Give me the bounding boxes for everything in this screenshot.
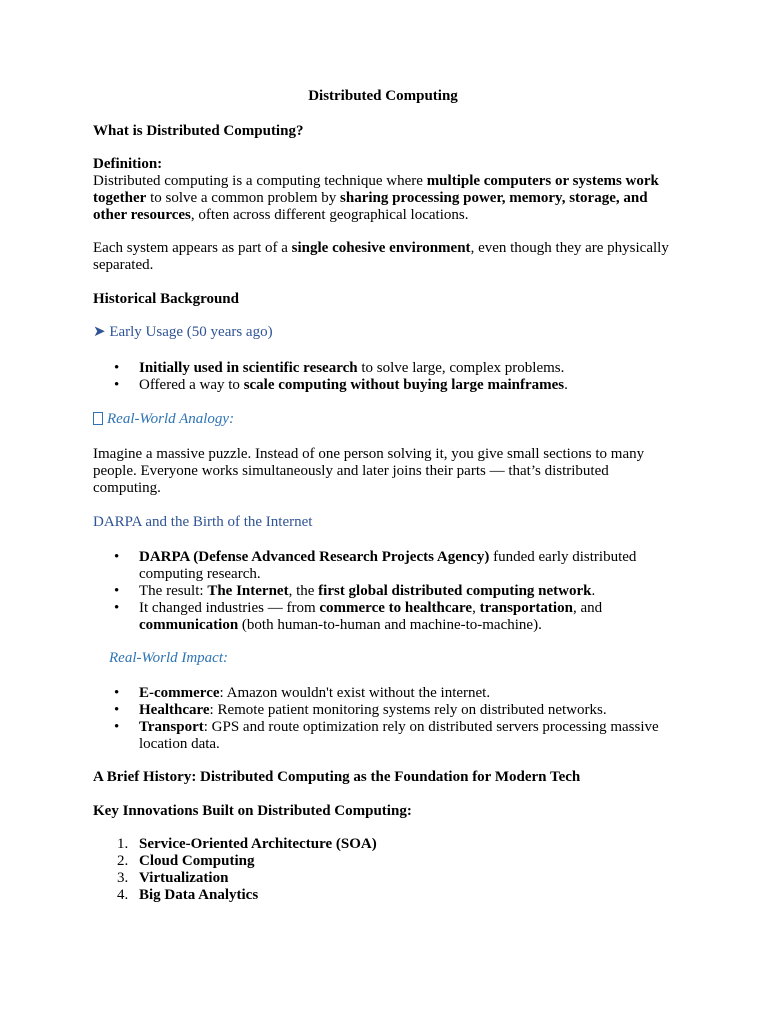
list-item-text: (both human-to-human and machine-to-machine). — [238, 617, 542, 633]
list-item-text: , — [472, 600, 480, 616]
list-item-text: , and — [572, 600, 603, 616]
list-item-text: funded early distributed computing research. — [139, 549, 637, 582]
definition-paragraph — [93, 173, 673, 224]
brief-history-heading: A Brief History: Distributed Computing as the Foundation for Modern Tech — [93, 769, 581, 785]
list-item-text: : Amazon wouldn't exist without the internet. — [219, 685, 491, 701]
list-item — [93, 360, 673, 377]
list-number: 2. — [117, 853, 129, 869]
early-usage-list — [93, 360, 673, 394]
list-item-text: Offered a way to — [139, 377, 244, 393]
definition-text: , often across different geographical locations. — [190, 207, 469, 223]
cohesive-text: Each system appears as part of a — [93, 240, 292, 256]
historical-heading: Historical Background — [93, 291, 239, 307]
list-item-text: : Remote patient monitoring systems rely on distributed networks. — [209, 702, 607, 718]
document-title: Distributed Computing — [308, 88, 458, 104]
list-item-bold: first global distributed computing network — [318, 583, 592, 599]
list-item-bold: The Internet — [207, 583, 289, 599]
list-item-bold: DARPA (Defense Advanced Research Projects Agency) — [139, 549, 490, 565]
list-item — [93, 870, 673, 887]
list-item-bold: E-commerce — [139, 685, 220, 701]
list-item-text: : GPS and route optimization rely on distributed servers processing massive location data. — [139, 719, 659, 752]
list-item-bold: Initially used in scientific research — [139, 360, 358, 376]
impact-heading: Real-World Impact: — [109, 650, 229, 666]
list-item-label: Big Data Analytics — [139, 887, 259, 903]
list-item-bold: commerce to healthcare — [319, 600, 473, 616]
list-item-text: , the — [288, 583, 319, 599]
innovations-heading: Key Innovations Built on Distributed Computing: — [93, 803, 412, 819]
innovations-list — [93, 836, 673, 904]
list-item — [93, 719, 673, 753]
cohesive-bold: single cohesive environment — [291, 240, 471, 256]
analogy-paragraph: Imagine a massive puzzle. Instead of one person solving it, you give small sections to many people. Everyone works simultaneously and later joins their parts — that’s distributed computing. — [93, 446, 645, 496]
darpa-list — [93, 549, 673, 634]
list-item-text: . — [564, 377, 568, 393]
list-number: 4. — [117, 887, 129, 903]
list-number: 3. — [117, 870, 129, 886]
list-item — [93, 377, 673, 394]
list-item-bold: Transport — [139, 719, 204, 735]
list-item-label: Virtualization — [139, 870, 229, 886]
definition-text: to solve a common problem by — [146, 190, 341, 206]
list-item-bold: transportation — [479, 600, 573, 616]
list-item-label: Service-Oriented Architecture (SOA) — [139, 836, 377, 852]
list-item-bold: communication — [139, 617, 239, 633]
question-heading: What is Distributed Computing? — [93, 123, 304, 139]
list-item-text: . — [591, 583, 596, 599]
list-item — [93, 583, 673, 600]
list-item — [93, 853, 673, 870]
darpa-heading: DARPA and the Birth of the Internet — [93, 514, 313, 530]
list-item-text: to solve large, complex problems. — [357, 360, 565, 376]
list-item-label: Cloud Computing — [139, 853, 255, 869]
list-item — [93, 600, 673, 634]
analogy-heading-text: Real-World Analogy: — [107, 411, 235, 427]
list-item-bold: Healthcare — [139, 702, 210, 718]
list-item-bold: scale computing without buying large mainframes — [243, 377, 565, 393]
list-item — [93, 549, 673, 583]
list-item — [93, 887, 673, 904]
missing-glyph-icon — [93, 412, 103, 425]
list-item-text: It changed industries — from — [139, 600, 320, 616]
definition-label: Definition: — [93, 156, 163, 172]
list-number: 1. — [117, 836, 129, 852]
definition-bold: multiple computers or systems work together — [93, 173, 659, 206]
cohesive-text: , even though they are physically separated. — [93, 240, 669, 273]
definition-bold: sharing processing power, memory, storage, and other resources — [93, 190, 648, 223]
impact-list — [93, 685, 673, 753]
list-item-text: The result: — [139, 583, 208, 599]
cohesive-paragraph — [93, 240, 673, 274]
list-item — [93, 836, 673, 853]
list-item — [93, 702, 673, 719]
early-usage-heading: ➤ Early Usage (50 years ago) — [93, 324, 273, 340]
list-item — [93, 685, 673, 702]
analogy-heading — [93, 411, 673, 428]
definition-text: Distributed computing is a computing technique where — [93, 173, 427, 189]
